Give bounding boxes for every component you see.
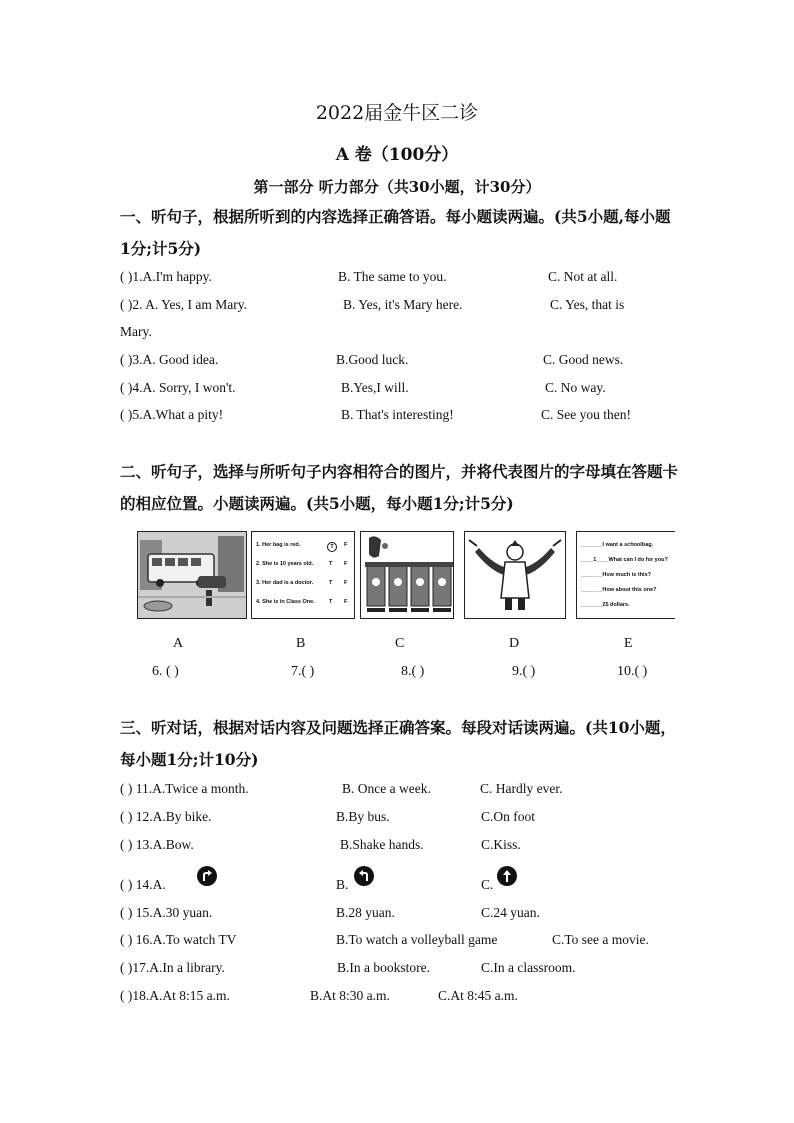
q2-a: ( )2. A. Yes, I am Mary. [120, 297, 247, 312]
turn-left-arrow-icon [354, 866, 374, 886]
section2-heading: 二、听句子，选择与所听句子内容相符合的图片，并将代表图片的字母填在答题卡的相应位置。小题读两遍。(共5小题，每小题1分;计5分) [120, 462, 679, 513]
q14-c: C. [481, 877, 494, 892]
q17-a: ( )17.A.In a library. [120, 960, 225, 975]
q17-c: C.In a classroom. [481, 960, 576, 975]
q18-a: ( )18.A.At 8:15 a.m. [120, 988, 230, 1003]
picture-label-b: B [296, 636, 306, 651]
sheet-t-4: T [329, 599, 333, 605]
q16-c: C.To see a movie. [552, 932, 649, 947]
q3-c: C. Good news. [543, 352, 624, 367]
q16-b: B.To watch a volleyball game [336, 932, 498, 947]
answer-10: 10.( ) [617, 664, 648, 679]
page-title: 2022届金牛区二诊 [315, 102, 479, 124]
dialogue-line-3: _______How much is this? [581, 572, 651, 578]
q16-a: ( ) 16.A.To watch TV [120, 932, 237, 947]
q3-a: ( )3.A. Good idea. [120, 352, 219, 367]
circled-t-mark: T [327, 542, 337, 552]
q1-a: ( )1.A.I'm happy. [120, 269, 212, 284]
sheet-line-1: 1. Her bag is red. [256, 542, 301, 548]
paper-subtitle: A 卷（100分） [335, 145, 459, 165]
q15-c: C.24 yuan. [481, 905, 540, 920]
turn-right-arrow-icon [197, 866, 217, 886]
picture-b-true-false-sheet [251, 531, 355, 619]
sheet-f-2: F [344, 561, 348, 567]
q5-a: ( )5.A.What a pity! [120, 407, 224, 422]
dialogue-line-4: _______How about this one? [581, 587, 657, 593]
answer-7: 7.( ) [291, 664, 315, 679]
sheet-line-3: 3. Her dad is a doctor. [256, 580, 314, 586]
answer-6: 6. ( ) [152, 664, 179, 679]
answer-9: 9.( ) [512, 664, 536, 679]
picture-label-e: E [624, 636, 633, 651]
q12-a: ( ) 12.A.By bike. [120, 809, 212, 824]
q5-b: B. That's interesting! [341, 407, 454, 422]
q13-b: B.Shake hands. [340, 837, 424, 852]
q2-cont: Mary. [120, 324, 152, 339]
picture-label-d: D [509, 636, 520, 651]
sheet-f-4: F [344, 599, 348, 605]
sheet-f-3: F [344, 580, 348, 586]
q11-b: B. Once a week. [342, 781, 431, 796]
part-heading: 第一部分 听力部分（共30小题，计30分） [253, 178, 541, 196]
sheet-line-4: 4. She is in Class One. [256, 599, 315, 605]
q1-b: B. The same to you. [338, 269, 447, 284]
sheet-t-2: T [329, 561, 333, 567]
q11-c: C. Hardly ever. [480, 781, 563, 796]
q5-c: C. See you then! [541, 407, 631, 422]
q18-c: C.At 8:45 a.m. [438, 988, 518, 1003]
picture-a-street-scene [137, 531, 247, 619]
q12-b: B.By bus. [336, 809, 390, 824]
straight-ahead-arrow-icon [497, 866, 517, 886]
q4-c: C. No way. [545, 380, 606, 395]
sheet-f-1: F [344, 542, 348, 548]
section1-heading: 一、听句子，根据所听到的内容选择正确答语。每小题读两遍。(共5小题,每小题1分;计5分) [120, 207, 671, 258]
q15-a: ( ) 15.A.30 yuan. [120, 905, 213, 920]
q4-a: ( )4.A. Sorry, I won't. [120, 380, 236, 395]
sheet-line-2: 2. She is 10 years old. [256, 561, 314, 567]
q4-b: B.Yes,I will. [341, 380, 409, 395]
q2-b: B. Yes, it's Mary here. [343, 297, 463, 312]
picture-label-c: C [395, 636, 405, 651]
answer-8: 8.( ) [401, 664, 425, 679]
sheet-t-3: T [329, 580, 333, 586]
q1-c: C. Not at all. [548, 269, 618, 284]
section3-heading: 三、听对话，根据对话内容及问题选择正确答案。每段对话读两遍。(共10小题，每小题1分;计10分) [120, 718, 676, 769]
q14-b: B. [336, 877, 349, 892]
q2-c: C. Yes, that is [550, 297, 625, 312]
q17-b: B.In a bookstore. [337, 960, 430, 975]
q12-c: C.On foot [481, 809, 535, 824]
picture-d-man-with-scarf [464, 531, 566, 619]
q13-a: ( ) 13.A.Bow. [120, 837, 194, 852]
q15-b: B.28 yuan. [336, 905, 395, 920]
q13-c: C.Kiss. [481, 837, 521, 852]
picture-e-dialogue-order [576, 531, 675, 619]
q11-a: ( ) 11.A.Twice a month. [120, 781, 249, 796]
q3-b: B.Good luck. [336, 352, 409, 367]
picture-label-a: A [173, 636, 184, 651]
picture-c-trash-bins [360, 531, 454, 619]
q14-a: ( ) 14.A. [120, 877, 166, 892]
q18-b: B.At 8:30 a.m. [310, 988, 390, 1003]
dialogue-line-1: _______I want a schoolbag. [581, 542, 654, 548]
dialogue-line-2: ____1____What can I do for you? [581, 557, 668, 563]
dialogue-line-5: _______25 dollars. [581, 602, 630, 608]
